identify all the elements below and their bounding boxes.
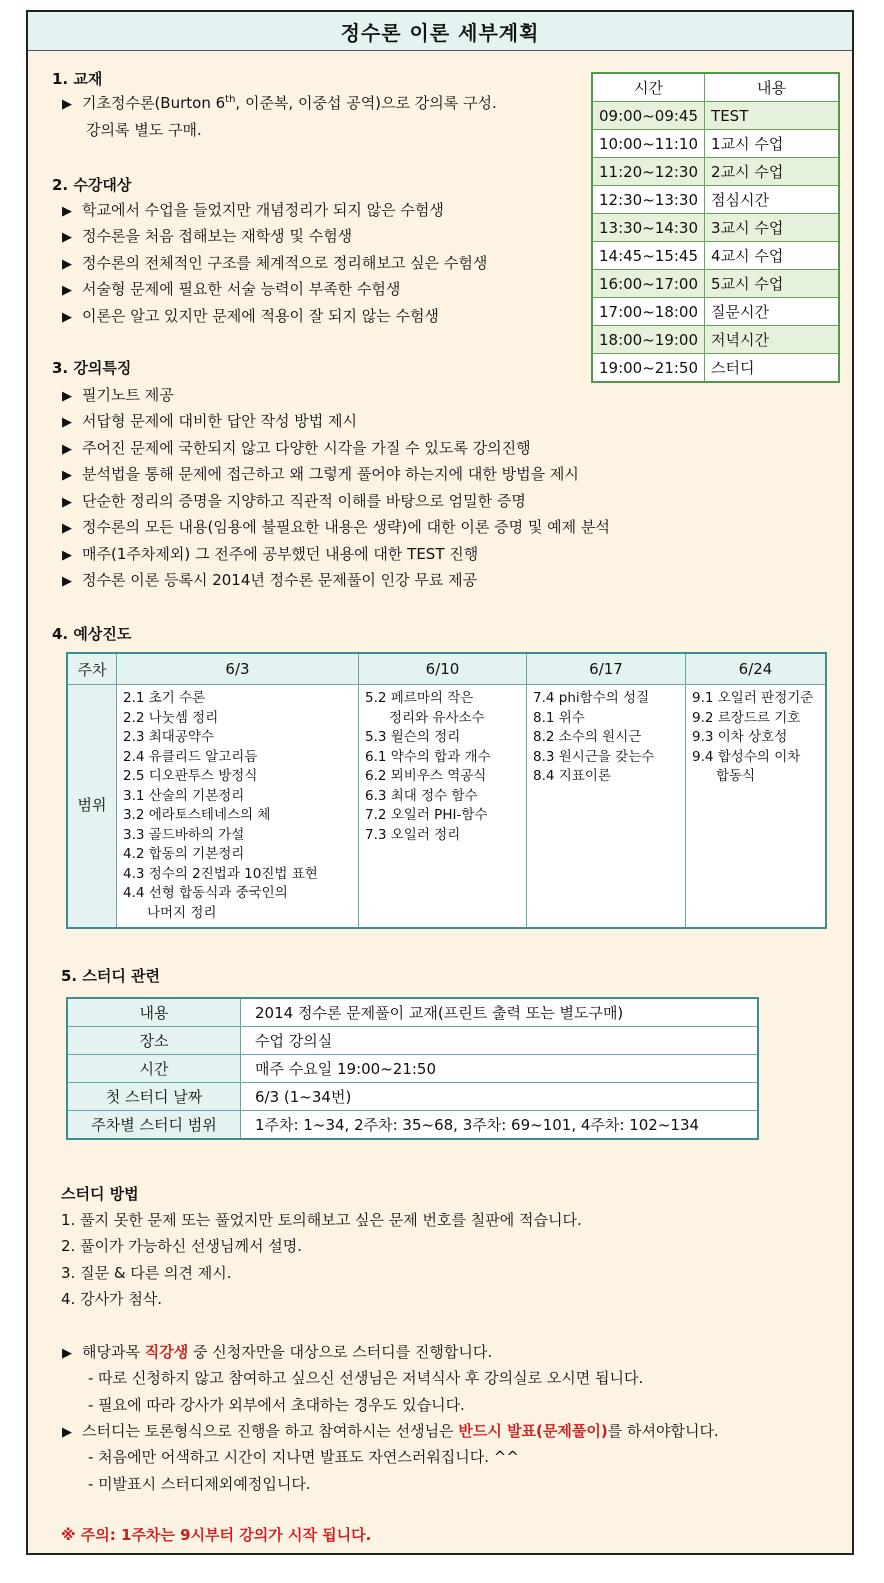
study-row — [67, 1027, 758, 1055]
method-item: 3. 질문 & 다른 의견 제시. — [61, 1264, 232, 1282]
target-item: ▶ 정수론을 처음 접해보는 재학생 및 수험생 — [62, 225, 352, 246]
range-item: 9.1 오일러 판정기준 — [692, 690, 814, 706]
range-item: 7.2 오일러 PHI-함수 — [365, 807, 488, 823]
note-bullet-1: ▶ 해당과목 직강생 중 신청자만을 대상으로 스터디를 진행합니다. — [62, 1341, 492, 1362]
target-item: ▶ 정수론의 전체적인 구조를 체계적으로 정리해보고 싶은 수험생 — [62, 252, 487, 273]
schedule-time: 19:00~21:50 — [592, 354, 705, 383]
schedule-row — [592, 130, 839, 158]
section-5-heading: 5. 스터디 관련 — [61, 967, 161, 985]
range-item: 8.4 지표이론 — [533, 768, 611, 784]
target-item: ▶ 서술형 문제에 필요한 서술 능력이 부족한 수험생 — [62, 278, 400, 299]
document-frame — [26, 10, 854, 1555]
range-cell-week4 — [686, 685, 827, 929]
feature-item: ▶ 필기노트 제공 — [62, 384, 174, 405]
note-detail: - 미발표시 스터디제외예정입니다. — [88, 1475, 311, 1493]
daily-schedule-table — [591, 72, 840, 383]
range-item: 8.1 위수 — [533, 709, 585, 726]
range-item: 2.3 최대공약수 — [123, 729, 214, 745]
schedule-time: 12:30~13:30 — [592, 186, 705, 214]
schedule-content: 저녁시간 — [705, 326, 839, 354]
method-item: 1. 풀지 못한 문제 또는 풀었지만 토의해보고 싶은 문제 번호를 칠판에 적습니다. — [61, 1211, 582, 1229]
feature-item: ▶ 매주(1주차제외) 그 전주에 공부했던 내용에 대한 TEST 진행 — [62, 543, 478, 564]
textbook-line: ▶ 기초정수론(Burton 6th, 이준복, 이중섭 공역)으로 강의록 구성. — [62, 92, 497, 113]
method-item: 2. 풀이가 가능하신 선생님께서 설명. — [61, 1237, 303, 1255]
range-item: 2.4 유클리드 알고리듬 — [123, 748, 258, 765]
schedule-header-time: 시간 — [592, 73, 705, 102]
range-item: 2.5 디오판투스 방정식 — [123, 768, 258, 784]
method-item: 4. 강사가 첨삭. — [61, 1290, 163, 1308]
schedule-time: 09:00~09:45 — [592, 102, 705, 130]
page-title: 정수론 이론 세부계획 — [28, 12, 852, 51]
range-item: 8.2 소수의 원시근 — [533, 729, 642, 745]
schedule-content: TEST — [705, 102, 839, 130]
highlight-presentation: 반드시 발표(문제풀이) — [458, 1422, 608, 1440]
schedule-time: 11:20~12:30 — [592, 158, 705, 186]
progress-header-row — [67, 653, 826, 685]
week-header: 6/3 — [117, 653, 359, 685]
schedule-header-content: 내용 — [705, 73, 839, 102]
range-cell-week1 — [117, 685, 359, 929]
study-value: 매주 수요일 19:00~21:50 — [241, 1055, 759, 1083]
range-item: 9.4 합성수의 이차 — [692, 748, 801, 765]
section-1-heading: 1. 교재 — [52, 70, 103, 88]
textbook-line-2: 강의록 별도 구매. — [86, 121, 202, 139]
feature-item: ▶ 서답형 문제에 대비한 답안 작성 방법 제시 — [62, 410, 357, 431]
range-cell-week2 — [359, 685, 527, 929]
note-detail: - 처음에만 어색하고 시간이 지나면 발표도 자연스러워집니다. ^^ — [88, 1448, 519, 1466]
study-value: 6/3 (1~34번) — [241, 1083, 759, 1111]
range-item: 2.2 나눗셈 정리 — [123, 709, 219, 726]
study-label: 첫 스터디 날짜 — [67, 1083, 241, 1111]
highlight-direct-students: 직강생 — [144, 1343, 189, 1361]
schedule-row — [592, 270, 839, 298]
range-item: 3.3 골드바하의 가설 — [123, 826, 245, 843]
feature-item: ▶ 단순한 정리의 증명을 지양하고 직관적 이해를 바탕으로 엄밀한 증명 — [62, 490, 526, 511]
schedule-content: 3교시 수업 — [705, 214, 839, 242]
range-item: 4.2 합동의 기본정리 — [123, 846, 245, 862]
schedule-time: 16:00~17:00 — [592, 270, 705, 298]
study-label: 장소 — [67, 1027, 241, 1055]
week-header: 6/10 — [359, 653, 527, 685]
target-item: ▶ 이론은 알고 있지만 문제에 적용이 잘 되지 않는 수험생 — [62, 305, 439, 326]
schedule-row — [592, 102, 839, 130]
study-value: 수업 강의실 — [241, 1027, 759, 1055]
schedule-time: 14:45~15:45 — [592, 242, 705, 270]
range-item: 2.1 초기 수론 — [123, 690, 206, 706]
range-item: 5.2 페르마의 작은 — [365, 690, 474, 706]
range-item: 5.3 윌슨의 정리 — [365, 729, 461, 745]
study-label: 내용 — [67, 998, 241, 1027]
range-item: 4.4 선형 합동식과 중국인의 — [123, 885, 288, 901]
target-item: ▶ 학교에서 수업을 들었지만 개념정리가 되지 않은 수험생 — [62, 199, 444, 220]
progress-table — [66, 652, 827, 929]
note-detail: - 필요에 따라 강사가 외부에서 초대하는 경우도 있습니다. — [88, 1396, 465, 1414]
range-item: 9.3 이차 상호성 — [692, 729, 788, 745]
range-item: 3.1 산술의 기본정리 — [123, 787, 245, 804]
schedule-time: 13:30~14:30 — [592, 214, 705, 242]
note-bullet-2: ▶ 스터디는 토론형식으로 진행을 하고 참여하시는 선생님은 반드시 발표(문제풀이)를 하셔야합니다. — [62, 1420, 719, 1441]
study-info-table — [66, 997, 759, 1140]
progress-range-row — [67, 685, 826, 929]
schedule-content: 점심시간 — [705, 186, 839, 214]
schedule-time: 17:00~18:00 — [592, 298, 705, 326]
range-item: 정리와 유사소수 — [389, 709, 485, 726]
schedule-content: 질문시간 — [705, 298, 839, 326]
schedule-row — [592, 354, 839, 383]
range-item: 6.1 약수의 합과 개수 — [365, 748, 491, 765]
study-label: 주차별 스터디 범위 — [67, 1111, 241, 1140]
range-item: 나머지 정리 — [147, 904, 217, 921]
schedule-content: 1교시 수업 — [705, 130, 839, 158]
study-row — [67, 1111, 758, 1140]
feature-item: ▶ 정수론의 모든 내용(임용에 불필요한 내용은 생략)에 대한 이론 증명 및 예제 분석 — [62, 516, 610, 537]
range-item: 6.3 최대 정수 함수 — [365, 787, 478, 804]
feature-item: ▶ 주어진 문제에 국한되지 않고 다양한 시각을 가질 수 있도록 강의진행 — [62, 437, 531, 458]
warning-note: ※ 주의: 1주차는 9시부터 강의가 시작 됩니다. — [61, 1526, 372, 1544]
range-cell-week3 — [527, 685, 686, 929]
note-detail: - 따로 신청하지 않고 참여하고 싶으신 선생님은 저녁식사 후 강의실로 오시면 됩니다. — [88, 1369, 644, 1387]
schedule-row — [592, 298, 839, 326]
schedule-content: 5교시 수업 — [705, 270, 839, 298]
range-item: 7.3 오일러 정리 — [365, 826, 461, 843]
schedule-row — [592, 214, 839, 242]
study-row — [67, 998, 758, 1027]
schedule-time: 18:00~19:00 — [592, 326, 705, 354]
range-item: 6.2 뫼비우스 역공식 — [365, 768, 487, 784]
section-3-heading: 3. 강의특징 — [52, 359, 132, 377]
study-row — [67, 1083, 758, 1111]
study-label: 시간 — [67, 1055, 241, 1083]
study-method-heading: 스터디 방법 — [61, 1185, 139, 1203]
schedule-time: 10:00~11:10 — [592, 130, 705, 158]
schedule-content: 스터디 — [705, 354, 839, 383]
range-label: 범위 — [67, 685, 117, 929]
week-label: 주차 — [67, 653, 117, 685]
schedule-row — [592, 158, 839, 186]
study-row — [67, 1055, 758, 1083]
range-item: 9.2 르장드르 기호 — [692, 709, 801, 726]
feature-item: ▶ 정수론 이론 등록시 2014년 정수론 문제풀이 인강 무료 제공 — [62, 569, 477, 590]
schedule-row — [592, 242, 839, 270]
range-item: 8.3 원시근을 갖는수 — [533, 748, 655, 765]
section-4-heading: 4. 예상진도 — [52, 625, 132, 643]
range-item: 7.4 phi함수의 성질 — [533, 690, 650, 706]
schedule-row — [592, 186, 839, 214]
schedule-content: 2교시 수업 — [705, 158, 839, 186]
schedule-row — [592, 326, 839, 354]
feature-item: ▶ 분석법을 통해 문제에 접근하고 왜 그렇게 풀어야 하는지에 대한 방법을 제시 — [62, 463, 579, 484]
range-item: 합동식 — [716, 768, 756, 784]
study-value: 2014 정수론 문제풀이 교재(프린트 출력 또는 별도구매) — [241, 998, 759, 1027]
study-value: 1주차: 1~34, 2주차: 35~68, 3주차: 69~101, 4주차: 102~134 — [241, 1111, 759, 1140]
range-item: 4.3 정수의 2진법과 10진법 표현 — [123, 865, 318, 882]
schedule-header-row — [592, 73, 839, 102]
section-2-heading: 2. 수강대상 — [52, 176, 132, 194]
week-header: 6/24 — [686, 653, 827, 685]
schedule-content: 4교시 수업 — [705, 242, 839, 270]
week-header: 6/17 — [527, 653, 686, 685]
range-item: 3.2 에라토스테네스의 체 — [123, 807, 271, 823]
